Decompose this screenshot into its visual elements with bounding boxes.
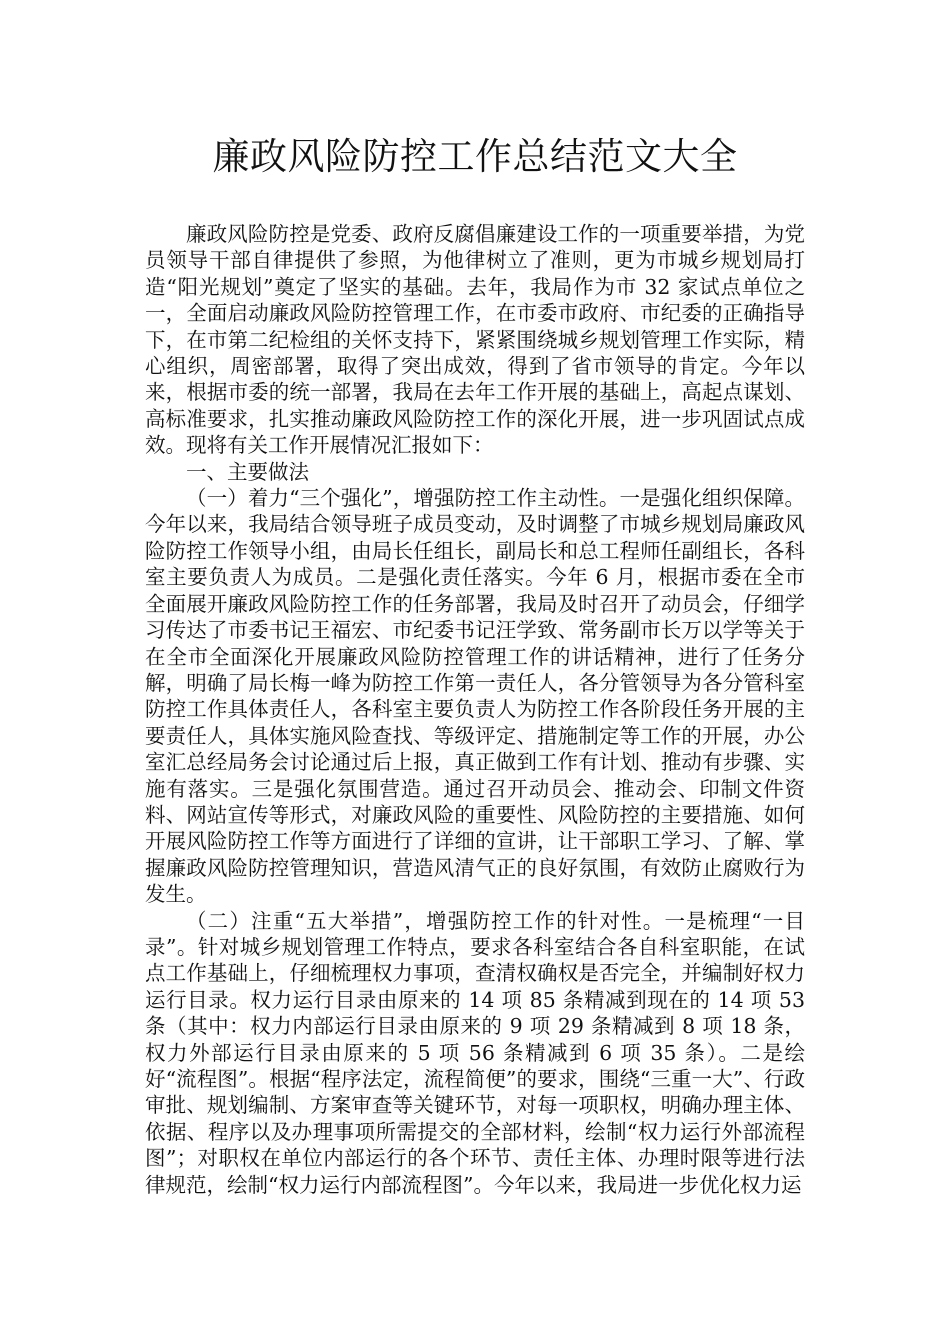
document-title: 廉政风险防控工作总结范文大全	[212, 135, 738, 178]
paragraph-three-strengthen: （一）着力“三个强化”，增强防控工作主动性。一是强化组织保障。今年以来，我局结合领导班子成员变动，及时调整了市城乡规划局廉政风险防控工作领导小组，由局长任组长，副局长和总工程师任副组长，各科室主要负责人为成员。二是强化责任落实。今年 6 月，根据市委在全市全面展开廉政风险防控工作的任务部署，我局及时召开了动员会，仔细学习传达了市委书记王福宏、市纪委书记汪学致、常务副市长万以学等关于在全市全面深化开展廉政风险防控管理工作的讲话精神，进行了任务分解，明确了局长梅一峰为防控工作第一责任人，各分管领导为各分管科室防控工作具体责任人，各科室主要负责人为防控工作各阶段任务开展的主要责任人，具体实施风险查找、等级评定、措施制定等工作的开展，办公室汇总经局务会讨论通过后上报，真正做到工作有计划、推动有步骤、实施有落实。三是强化氛围营造。通过召开动员会、推动会、印制文件资料、网站宣传等形式，对廉政风险的重要性、风险防控的主要措施、如何开展风险防控工作等方面进行了详细的宣讲，让干部职工学习、了解、掌握廉政风险防控管理知识，营造风清气正的良好氛围，有效防止腐败行为发生。	[145, 486, 805, 907]
paragraph-five-measures: （二）注重“五大举措”，增强防控工作的针对性。一是梳理“一目录”。针对城乡规划管理工作特点，要求各科室结合各自科室职能，在试点工作基础上，仔细梳理权力事项，查清权确权是否完全，并编制好权力运行目录。权力运行目录由原来的 14 项 85 条精减到现在的 14 项 53 条（其中：权力内部运行目录由原来的 9 项 29 条精减到 8 项 18 条，权力外部运行目录由原来的 5 项 56 条精减到 6 项 35 条）。二是绘好“流程图”。根据“程序法定，流程简便”的要求，围绕“三重一大”、行政审批、规划编制、方案审查等关键环节，对每一项职权，明确办理主体、依据、程序以及办理事项所需提交的全部材料，绘制“权力运行外部流程图”；对职权在单位内部运行的各个环节、责任主体、办理时限等进行法律规范，绘制“权力运行内部流程图”。今年以来，我局进一步优化权力运	[145, 908, 805, 1197]
paragraph-intro: 廉政风险防控是党委、政府反腐倡廉建设工作的一项重要举措，为党员领导干部自律提供了参照，为他律树立了准则，更为市城乡规划局打造“阳光规划”奠定了坚实的基础。去年，我局作为市 32 家试点单位之一，全面启动廉政风险防控管理工作，在市委市政府、市纪委的正确指导下，在市第二纪检组的关怀支持下，紧紧围绕城乡规划管理工作实际，精心组织，周密部署，取得了突出成效，得到了省市领导的肯定。今年以来，根据市委的统一部署，我局在去年工作开展的基础上，高起点谋划、高标准要求，扎实推动廉政风险防控工作的深化开展，进一步巩固试点成效。现将有关工作开展情况汇报如下：	[145, 222, 805, 458]
section-heading: 一、主要做法	[186, 459, 309, 484]
document-body	[145, 221, 805, 1198]
